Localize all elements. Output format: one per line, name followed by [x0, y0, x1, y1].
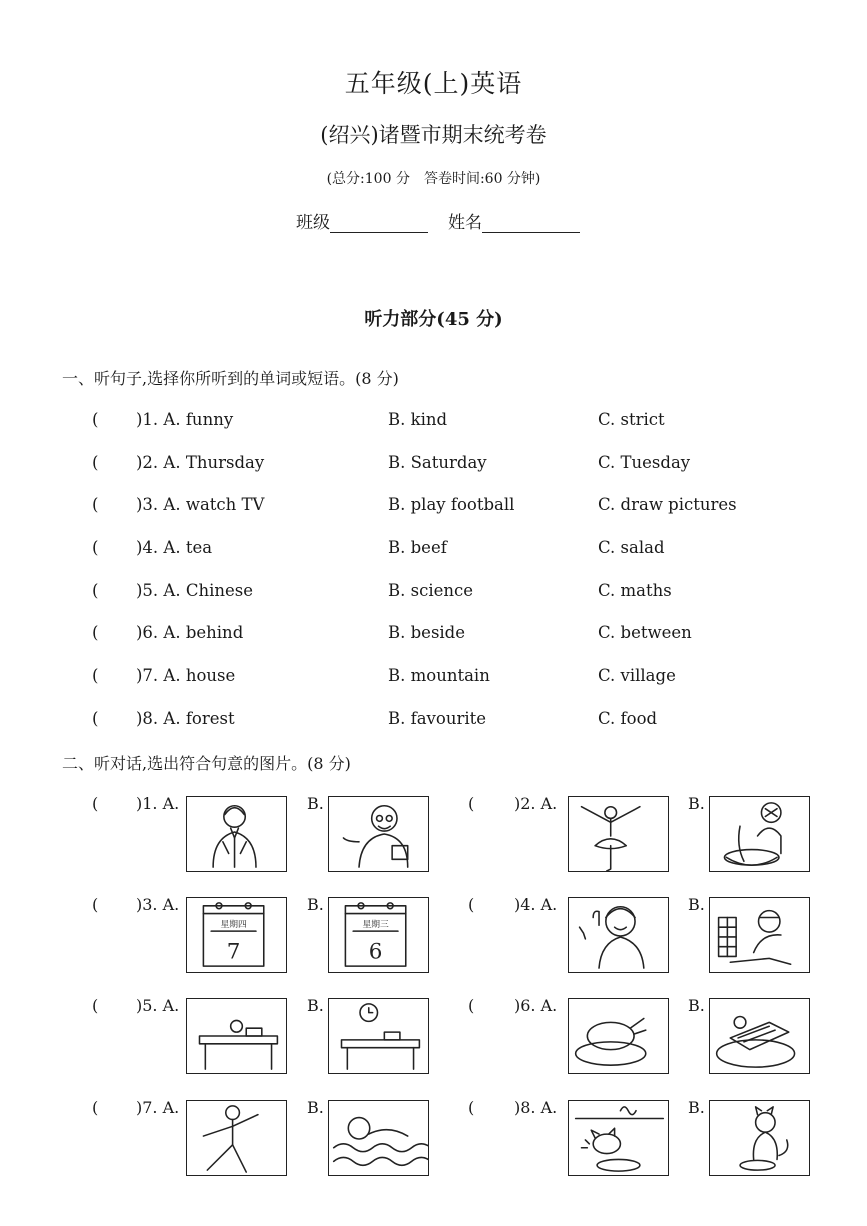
option-a: )2. A. Thursday	[136, 453, 265, 472]
option-c: C. Tuesday	[598, 453, 691, 472]
option-c: C. salad	[598, 538, 665, 557]
option-c: C. food	[598, 709, 658, 728]
question-row	[0, 709, 867, 737]
question-number: )2. A.	[514, 794, 558, 813]
picture-option-b[interactable]	[328, 897, 429, 973]
question-number: )6. A.	[514, 996, 558, 1015]
answer-blank[interactable]: (	[92, 996, 99, 1015]
answer-blank[interactable]: (	[92, 709, 99, 728]
option-b-label: B.	[307, 794, 324, 813]
option-b-label: B.	[688, 794, 705, 813]
name-label: 姓名	[448, 213, 482, 233]
question-row	[0, 538, 867, 566]
picture-option-b[interactable]	[328, 1100, 429, 1176]
picture-option-a[interactable]	[186, 897, 287, 973]
answer-blank[interactable]: (	[92, 410, 99, 429]
picture-option-a[interactable]	[568, 998, 669, 1074]
option-a: )6. A. behind	[136, 623, 244, 642]
option-b: B. beside	[388, 623, 466, 642]
calendar-date: 6	[368, 939, 383, 965]
option-a: )7. A. house	[136, 666, 236, 685]
option-c: C. draw pictures	[598, 495, 737, 514]
picture-option-b[interactable]	[328, 796, 429, 872]
option-a: )5. A. Chinese	[136, 581, 253, 600]
option-b-label: B.	[688, 895, 705, 914]
option-b: B. kind	[388, 410, 448, 429]
question-row	[0, 453, 867, 481]
class-field[interactable]	[330, 214, 428, 233]
class-label: 班级	[296, 213, 330, 233]
option-b: B. play football	[388, 495, 515, 514]
calendar-day-label: 星期四	[220, 920, 247, 931]
listening-heading: 听力部分(45 分)	[364, 309, 503, 330]
answer-blank[interactable]: (	[92, 794, 99, 813]
picture-option-a[interactable]	[568, 796, 669, 872]
answer-blank[interactable]: (	[468, 794, 475, 813]
answer-blank[interactable]: (	[92, 453, 99, 472]
calendar-date: 7	[226, 939, 241, 965]
option-b: B. favourite	[388, 709, 487, 728]
question-number: )3. A.	[136, 895, 180, 914]
answer-blank[interactable]: (	[92, 666, 99, 685]
option-a: )4. A. tea	[136, 538, 213, 557]
option-a: )8. A. forest	[136, 709, 235, 728]
question-number: )1. A.	[136, 794, 180, 813]
picture-option-b[interactable]	[328, 998, 429, 1074]
question-row	[0, 495, 867, 523]
option-b-label: B.	[307, 1098, 324, 1117]
option-c: C. between	[598, 623, 692, 642]
answer-blank[interactable]: (	[468, 996, 475, 1015]
student-info-row	[296, 208, 600, 233]
section1-heading: 一、听句子,选择你所听到的单词或短语。(8 分)	[62, 369, 399, 388]
answer-blank[interactable]: (	[92, 895, 99, 914]
picture-option-b[interactable]	[709, 897, 810, 973]
picture-option-a[interactable]	[186, 796, 287, 872]
picture-option-b[interactable]	[709, 998, 810, 1074]
picture-option-a[interactable]	[568, 1100, 669, 1176]
option-b-label: B.	[688, 996, 705, 1015]
option-b: B. mountain	[388, 666, 490, 685]
score-info: (总分:100 分 答卷时间:60 分钟)	[326, 171, 541, 187]
question-row	[0, 410, 867, 438]
answer-blank[interactable]: (	[92, 538, 99, 557]
question-number: )5. A.	[136, 996, 180, 1015]
option-b: B. Saturday	[388, 453, 487, 472]
option-b: B. beef	[388, 538, 447, 557]
option-b-label: B.	[688, 1098, 705, 1117]
option-c: C. strict	[598, 410, 665, 429]
answer-blank[interactable]: (	[468, 1098, 475, 1117]
question-number: )8. A.	[514, 1098, 558, 1117]
question-number: )4. A.	[514, 895, 558, 914]
picture-option-b[interactable]	[709, 1100, 810, 1176]
option-b: B. science	[388, 581, 473, 600]
page-title: 五年级(上)英语	[344, 69, 523, 98]
page-subtitle: (绍兴)诸暨市期末统考卷	[320, 123, 547, 147]
picture-option-a[interactable]	[568, 897, 669, 973]
option-b-label: B.	[307, 996, 324, 1015]
name-field[interactable]	[482, 214, 580, 233]
question-row	[0, 666, 867, 694]
answer-blank[interactable]: (	[92, 1098, 99, 1117]
answer-blank[interactable]: (	[92, 495, 99, 514]
option-a: )1. A. funny	[136, 410, 234, 429]
option-c: C. village	[598, 666, 676, 685]
section2-heading: 二、听对话,选出符合句意的图片。(8 分)	[62, 754, 351, 773]
question-row	[0, 581, 867, 609]
option-c: C. maths	[598, 581, 672, 600]
picture-option-b[interactable]	[709, 796, 810, 872]
question-row	[0, 623, 867, 651]
answer-blank[interactable]: (	[468, 895, 475, 914]
picture-option-a[interactable]	[186, 1100, 287, 1176]
option-a: )3. A. watch TV	[136, 495, 265, 514]
option-b-label: B.	[307, 895, 324, 914]
question-number: )7. A.	[136, 1098, 180, 1117]
picture-option-a[interactable]	[186, 998, 287, 1074]
answer-blank[interactable]: (	[92, 581, 99, 600]
calendar-day-label: 星期三	[362, 920, 389, 931]
answer-blank[interactable]: (	[92, 623, 99, 642]
